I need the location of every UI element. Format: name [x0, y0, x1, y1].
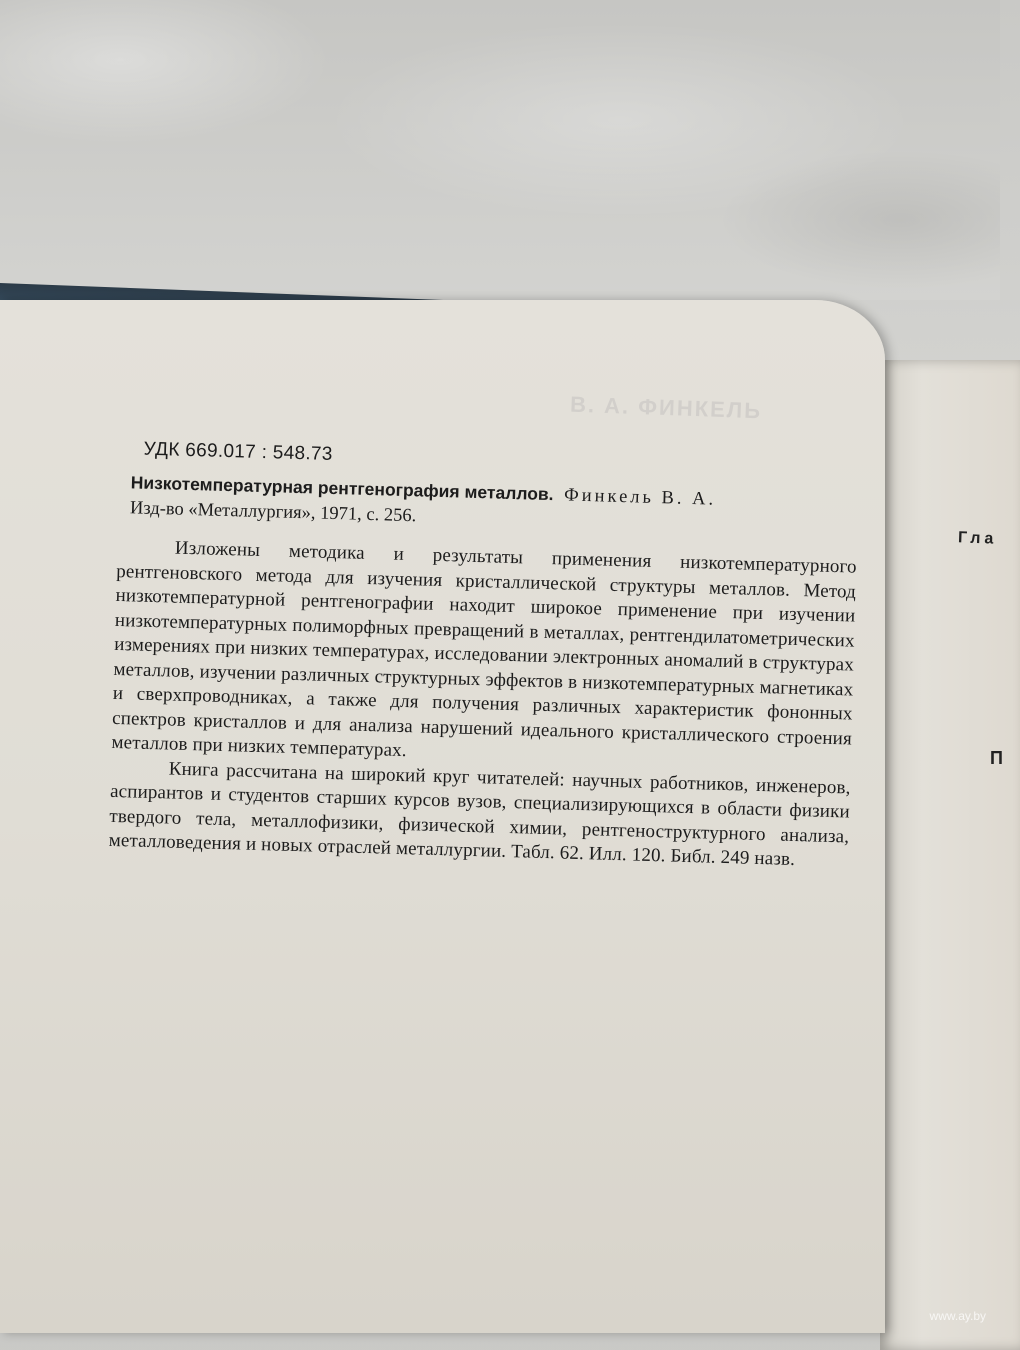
right-page-fragment-1: Гла — [957, 529, 998, 548]
book-author: Финкель В. А. — [563, 485, 717, 510]
udk-code: УДК 669.017 : 548.73 — [143, 438, 333, 465]
bibliographic-entry — [130, 470, 859, 541]
abstract-paragraph-1: Изложены методика и результаты применения низкотемпературного рентгеновского метода для изучения кристаллической структуры металлов. Метод низкотемпературной рентгенографии находит широкое применение при изучении низкотемпературных полиморфных превращений в металлах, рентгендилатометрических измерениях при низких температурах, исследовании электронных аномалий в структурах металлов, изучении различных структурных эффектов в низкотемпературных магнетиках и сверхпроводниках, а также для получения различных характеристик фононных спектров кристаллов и для анализа нарушений идеального кристаллического строения металлов при низких температурах. — [111, 537, 857, 762]
show-through-text: В. А. ФИНКЕЛЬ — [569, 391, 763, 424]
publisher-line: Изд-во «Металлургия», 1971, с. 256. — [129, 498, 417, 527]
cloth-background — [0, 0, 1000, 300]
page-content — [108, 438, 859, 874]
site-watermark: www.ay.by — [929, 1309, 986, 1323]
abstract-paragraph-2: Книга рассчитана на широкий круг читателей: научных работников, инженеров, аспирантов и студентов старших курсов вузов, специализирующихся в области физики твердого тела, металлофизики, физической химии, рентгеноструктурного анализа, металловедения и новых отраслей металлургии. Табл. 62. Илл. 120. Библ. 249 назв. — [108, 757, 851, 871]
right-page — [880, 360, 1020, 1350]
book-title: Низкотемпературная рентгенография металлов. — [130, 472, 554, 505]
right-page-fragment-2: П — [990, 748, 1003, 768]
